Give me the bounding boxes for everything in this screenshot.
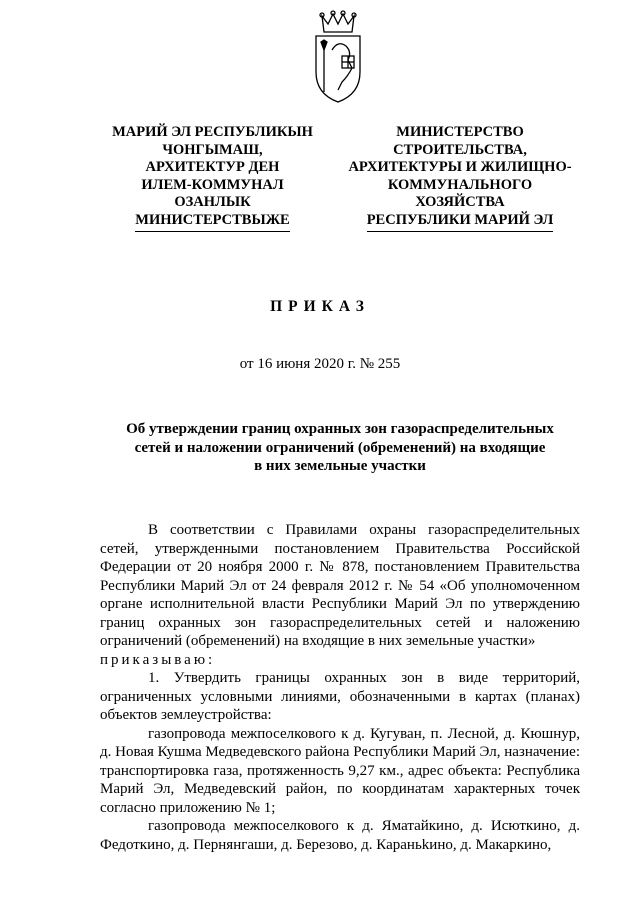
- body-paragraph: газопровода межпоселкового к д. Кугуван, п. Лесной, д. Кюшнур, д. Новая Кушма Медведевского района Республики Марий Эл, назначение: транспортировка газа, протяженность 9,27 км., адрес объекта: Республика Марий Эл, Медведевский район, по координатам характерных точек согласно приложению № 1;: [100, 725, 580, 816]
- header-right-line: ХОЗЯЙСТВА: [415, 194, 505, 211]
- document-date: от 16 июня 2020 г. № 255: [239, 356, 401, 372]
- order-word: приказываю:: [100, 651, 216, 668]
- header-left-line: ЧОНГЫМАШ,: [162, 141, 263, 158]
- body-paragraph: 1. Утвердить границы охранных зон в виде территорий, ограниченных условными линиями, обозначенными в картах (планах) объектов землеустройства:: [100, 670, 580, 723]
- header-right-line: МИНИСТЕРСТВО: [396, 124, 524, 140]
- header-right-line: РЕСПУБЛИКИ МАРИЙ ЭЛ: [367, 212, 554, 232]
- header-left: [100, 124, 325, 232]
- document-body: [100, 521, 580, 854]
- header-left-line: МАРИЙ ЭЛ РЕСПУБЛИКЫН: [112, 124, 313, 140]
- subject-line: Об утверждении границ охранных зон газораспределительных: [126, 421, 554, 437]
- document-title: ПРИКАЗ: [270, 298, 370, 315]
- header-right-line: КОММУНАЛЬНОГО: [387, 176, 533, 193]
- coat-of-arms-icon: [302, 10, 374, 106]
- subject-line: в них земельные участки: [254, 458, 426, 474]
- header-right: [340, 124, 580, 232]
- header-left-line: АРХИТЕКТУР ДЕН: [145, 159, 280, 176]
- body-paragraph: газопровода межпоселкового к д. Яматайкино, д. Исюткино, д. Федоткино, д. Пернянгаши, д. Березово, д. Караньkино, д. Макаркино,: [100, 818, 580, 853]
- header-right-line: АРХИТЕКТУРЫ И ЖИЛИЩНО-: [348, 159, 572, 176]
- document-subject: [100, 420, 580, 476]
- header-left-line: ОЗАНЛЫК: [174, 194, 251, 211]
- subject-line: сетей и наложении ограничений (обременений) на входящие: [134, 439, 546, 456]
- header-left-line: ИЛЕМ-КОММУНАЛ: [141, 176, 284, 193]
- header-right-line: СТРОИТЕЛЬСТВА,: [393, 141, 527, 158]
- header-left-line: МИНИСТЕРСТВЫЖЕ: [135, 212, 289, 232]
- body-paragraph: В соответствии с Правилами охраны газораспределительных сетей, утвержденными постановлением Правительства Российской Федерации от 20 ноября 2000 г. № 878, постановлением Правительства Республики Марий Эл от 24 февраля 2012 г. № 54 «Об уполномоченном органе исполнительной власти Республики Марий Эл по утверждению границ охранных зон газораспределительных сетей и наложению ограничений (обременений) на входящие в них земельные участки»: [100, 522, 580, 649]
